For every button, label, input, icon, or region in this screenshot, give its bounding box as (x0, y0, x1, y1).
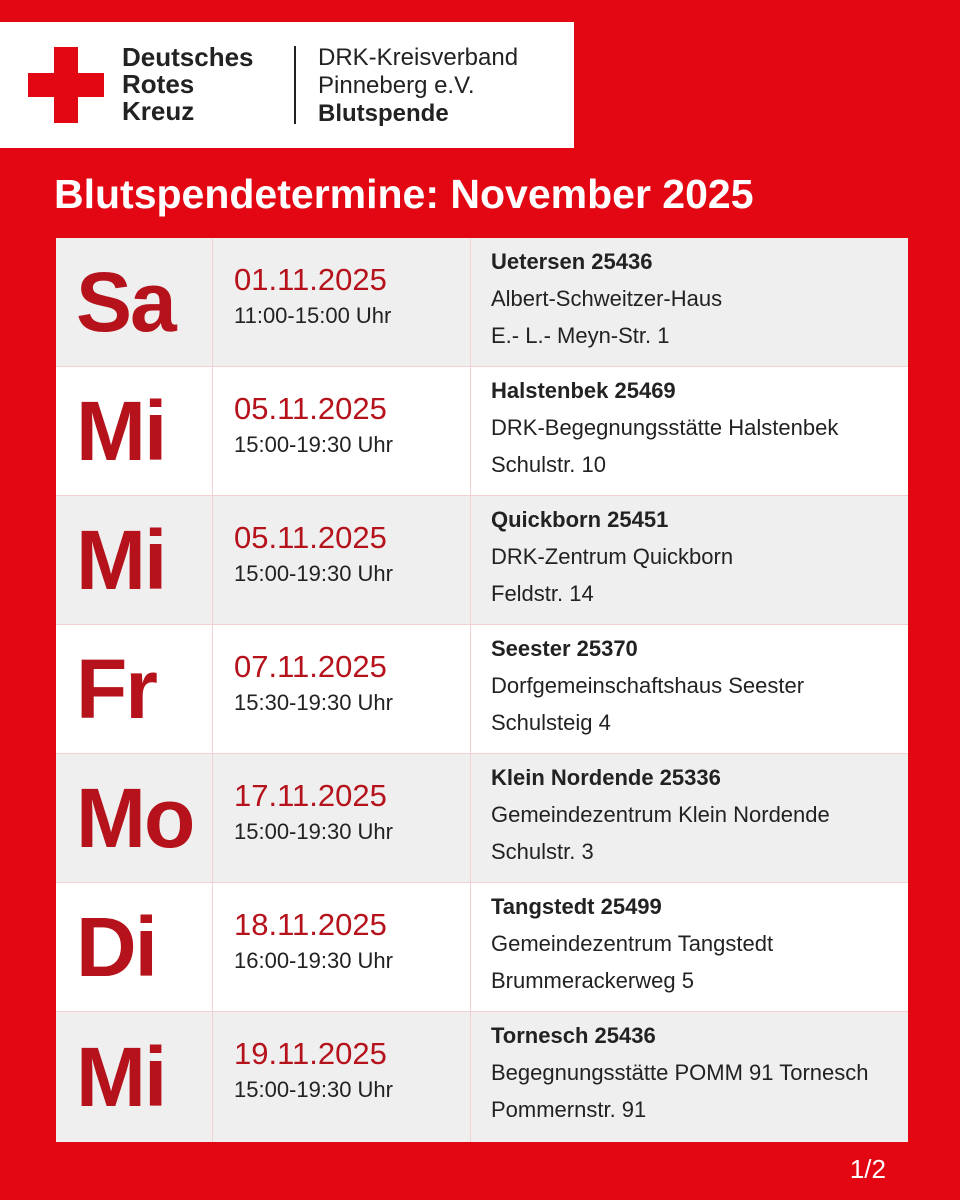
date: 05.11.2025 (234, 520, 387, 555)
org-name-line-2: Rotes (122, 69, 195, 99)
date-cell (213, 367, 471, 495)
address: Schulstr. 10 (491, 452, 606, 477)
page-title: Blutspendetermine: November 2025 (54, 171, 754, 217)
location-cell (471, 367, 908, 495)
table-row (56, 1012, 908, 1142)
location-cell (471, 883, 908, 1011)
place: Seester 25370 (491, 636, 638, 661)
time: 15:30-19:30 Uhr (234, 690, 393, 715)
address: Feldstr. 14 (491, 581, 594, 606)
location-cell (471, 754, 908, 882)
date-cell (213, 754, 471, 882)
venue: Dorfgemeinschaftshaus Seester (491, 673, 805, 698)
location-cell (471, 625, 908, 753)
location-cell (471, 496, 908, 624)
org-subtitle (318, 44, 518, 128)
weekday: Mi (56, 1012, 213, 1142)
date: 07.11.2025 (234, 649, 387, 684)
place: Uetersen 25436 (491, 249, 653, 274)
org-name-line-1: Deutsches (122, 42, 254, 72)
org-sub-line-1: DRK-Kreisverband (318, 44, 519, 71)
venue: Gemeindezentrum Tangstedt (491, 931, 774, 956)
place: Tornesch 25436 (491, 1023, 656, 1048)
table-row (56, 883, 908, 1012)
weekday: Fr (56, 625, 213, 753)
table-row (56, 496, 908, 625)
time: 15:00-19:30 Uhr (234, 1077, 393, 1102)
place: Klein Nordende 25336 (491, 765, 721, 790)
date: 19.11.2025 (234, 1036, 387, 1071)
weekday: Mi (56, 496, 213, 624)
time: 16:00-19:30 Uhr (234, 948, 393, 973)
address: Schulstr. 3 (491, 839, 594, 864)
appointments-table (56, 238, 908, 1142)
logo-divider (294, 46, 296, 124)
table-row (56, 625, 908, 754)
date-cell (213, 238, 471, 366)
place: Halstenbek 25469 (491, 378, 676, 403)
table-row (56, 754, 908, 883)
venue: Gemeindezentrum Klein Nordende (491, 802, 830, 827)
time: 11:00-15:00 Uhr (234, 303, 392, 328)
venue: Begegnungsstätte POMM 91 Tornesch (491, 1060, 869, 1085)
date-cell (213, 496, 471, 624)
weekday: Sa (56, 238, 213, 366)
date: 05.11.2025 (234, 391, 387, 426)
location-cell (471, 238, 908, 366)
address: Schulsteig 4 (491, 710, 611, 735)
date-cell (213, 1012, 471, 1142)
page-number: 1/2 (849, 1154, 886, 1184)
address: Pommernstr. 91 (491, 1097, 647, 1122)
org-name (122, 44, 254, 125)
date-cell (213, 883, 471, 1011)
org-sub-line-2: Pinneberg e.V. (318, 72, 475, 99)
weekday: Di (56, 883, 213, 1011)
table-row (56, 238, 908, 367)
table-row (56, 367, 908, 496)
address: Brummerackerweg 5 (491, 968, 694, 993)
time: 15:00-19:30 Uhr (234, 432, 393, 457)
time: 15:00-19:30 Uhr (234, 819, 393, 844)
red-cross-icon (28, 47, 104, 123)
place: Quickborn 25451 (491, 507, 669, 532)
org-sub-line-3: Blutspende (318, 100, 449, 127)
venue: Albert-Schweitzer-Haus (491, 286, 723, 311)
time: 15:00-19:30 Uhr (234, 561, 393, 586)
place: Tangstedt 25499 (491, 894, 662, 919)
logo-header (0, 22, 574, 148)
venue: DRK-Zentrum Quickborn (491, 544, 734, 569)
weekday: Mi (56, 367, 213, 495)
date: 01.11.2025 (234, 262, 387, 297)
date: 18.11.2025 (234, 907, 387, 942)
date: 17.11.2025 (234, 778, 387, 813)
venue: DRK-Begegnungsstätte Halstenbek (491, 415, 839, 440)
location-cell (471, 1012, 908, 1142)
date-cell (213, 625, 471, 753)
weekday: Mo (56, 754, 213, 882)
address: E.- L.- Meyn-Str. 1 (491, 323, 670, 348)
org-name-line-3: Kreuz (122, 96, 195, 126)
